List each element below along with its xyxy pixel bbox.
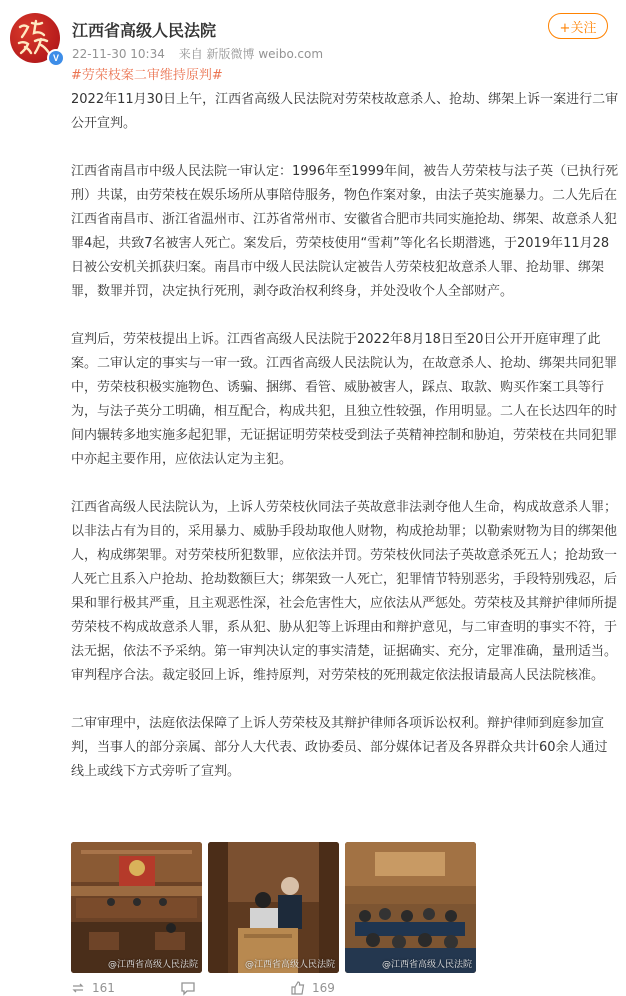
- photo-watermark: @江西省高级人民法院: [107, 960, 198, 970]
- audience-photo: [345, 842, 476, 973]
- photo-thumbnail-defendant[interactable]: [208, 842, 339, 973]
- paragraph-2: 江西省南昌市中级人民法院一审认定：1996年至1999年间，被告人劳荣枝与法子英（已执行死刑）共谋，由劳荣枝在娱乐场所从事陪侍服务，物色作案对象，由法子英实施暴力。二人先后在江西省南昌市、浙江省温州市、江苏省常州市、安徽省合肥市共同实施抢劫、绑架、故意杀人犯罪4起，共致7名被害人死亡。案发后，劳荣枝使用“雪莉”等化名长期潜逃，于2019年11月28日被公安机关抓获归案。南昌市中级人民法院认定被告人劳荣枝犯故意杀人罪、抢劫罪、绑架罪，数罪并罚，决定执行死刑，剥夺政治权利终身，并处没收个人全部财产。: [71, 164, 619, 299]
- photo-watermark: @江西省高级人民法院: [381, 960, 472, 970]
- like-icon: [290, 980, 306, 996]
- paragraph-1: 2022年11月30日上午，江西省高级人民法院对劳荣枝故意杀人、抢劫、绑架上诉一案进行二审公开宣判。: [71, 92, 619, 131]
- paragraph-3: 宣判后，劳荣枝提出上诉。江西省高级人民法院于2022年8月18日至20日公开开庭审理了此案。二审认定的事实与一审一致。江西省高级人民法院认为，在故意杀人、抢劫、绑架共同犯罪中，劳荣枝积极实施物色、诱骗、捆绑、看管、威胁被害人，踩点、取款、购买作案工具等行为，与法子英分工明确，相互配合，构成共犯，且独立性较强，作用明显。二人在长达四年的时间内辗转多地实施多起犯罪，无证据证明劳荣枝受到法子英精神控制和胁迫，劳荣枝在共同犯罪中亦起主要作用，应依法认定为主犯。: [71, 332, 618, 467]
- like-button[interactable]: [290, 980, 400, 996]
- repost-icon: [70, 980, 86, 996]
- photo-grid: [71, 842, 476, 973]
- action-bar: [70, 980, 618, 996]
- post-time[interactable]: 22-11-30 10:34: [72, 47, 165, 61]
- defendant-photo: [208, 842, 339, 973]
- photo-thumbnail-courtroom[interactable]: [71, 842, 202, 973]
- post-meta: [72, 45, 333, 62]
- courtroom-photo: [71, 842, 202, 973]
- post-content: [71, 64, 619, 808]
- topic-link[interactable]: #劳荣枝案二审维持原判#: [71, 68, 223, 83]
- post-source: 来自 新版微博 weibo.com: [178, 47, 324, 61]
- photo-watermark: @江西省高级人民法院: [244, 960, 335, 970]
- comment-icon: [180, 980, 196, 996]
- like-count: 169: [312, 981, 335, 995]
- photo-thumbnail-audience[interactable]: [345, 842, 476, 973]
- paragraph-5: 二审审理中，法庭依法保障了上诉人劳荣枝及其辩护律师各项诉讼权利。辩护律师到庭参加宣判，当事人的部分亲属、部分人大代表、政协委员、部分媒体记者及各界群众共计60余人通过线上或线下方式旁听了宣判。: [71, 716, 608, 779]
- comment-button[interactable]: [180, 980, 290, 996]
- repost-button[interactable]: [70, 980, 180, 996]
- verified-badge-icon: V: [47, 49, 65, 67]
- paragraph-4: 江西省高级人民法院认为，上诉人劳荣枝伙同法子英故意非法剥夺他人生命，构成故意杀人罪；以非法占有为目的，采用暴力、威胁手段劫取他人财物，构成抢劫罪；以勒索财物为目的绑架他人，构成绑架罪。对劳荣枝所犯数罪，应依法并罚。劳荣枝伙同法子英故意杀死五人；抢劫致一人死亡且系入户抢劫、抢劫数额巨大；绑架致一人死亡，犯罪情节特别恶劣，手段特别残忍，后果和罪行极其严重，且主观恶性深，社会危害性大，应依法从严惩处。劳荣枝及其辩护律师所提劳荣枝不构成故意杀人罪，系从犯、胁从犯等上诉理由和辩护意见，与二审查明的事实不符，于法无据，依法不予采纳。第一审判决认定的事实清楚，证据确实、充分，定罪准确，量刑适当。审判程序合法。裁定驳回上诉，维持原判，对劳荣枝的死刑裁定依法报请最高人民法院核准。: [71, 500, 618, 683]
- follow-button[interactable]: [548, 13, 608, 39]
- follow-label: +关注: [559, 20, 597, 36]
- repost-count: 161: [92, 981, 115, 995]
- author-name[interactable]: 江西省高级人民法院: [72, 21, 217, 40]
